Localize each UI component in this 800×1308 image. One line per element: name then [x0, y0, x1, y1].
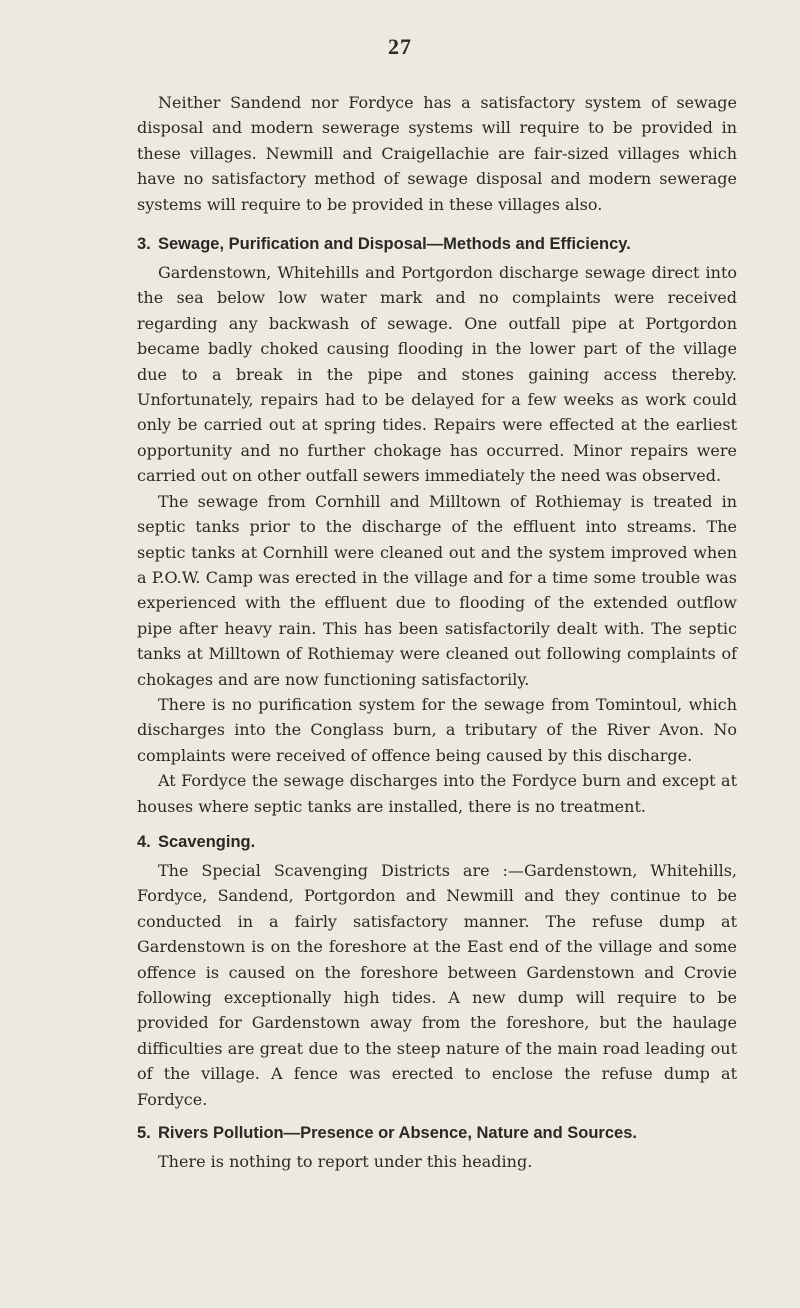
- section-number: 5.: [137, 1124, 151, 1143]
- page-number: 27: [388, 34, 412, 59]
- paragraph: Gardenstown, Whitehills and Portgordon discharge sewage direct into the sea below low water mark and no complaints were received regarding any backwash of sewage. One outfall pipe at Portgordon became badly choked causing flooding in the lower part of the village due to a break in the pipe and stones gaining access thereby. Unfortunately, repairs had to be delayed for a few weeks as work could only be carried out at spring tides. Repairs were effected at the earliest opportunity and no further chokage has occurred. Minor repairs were carried out on other outfall sewers immediately the need was observed.: [137, 263, 737, 486]
- paragraph: The sewage from Cornhill and Milltown of Rothiemay is treated in septic tanks prior to the discharge of the effluent into streams. The septic tanks at Cornhill were cleaned out and the system improved when a P.O.W. Camp was erected in the village and for a time some trouble was experienced with the effluent due to flooding of the extended outflow pipe after heavy rain. This has been satisfactorily dealt with. The septic tanks at Milltown of Rothiemay were cleaned out following complaints of chokages and are now functioning satisfactorily.: [137, 491, 737, 689]
- section-title: Scavenging.: [158, 832, 256, 851]
- section-scavenging: [137, 829, 737, 1112]
- page-body: [137, 90, 737, 1174]
- section-title: Sewage, Purification and Disposal—Methods and Efficiency.: [158, 235, 631, 254]
- section-number: 3.: [137, 235, 151, 254]
- section-title: Rivers Pollution—Presence or Absence, Nature and Sources.: [158, 1124, 637, 1143]
- paragraph: At Fordyce the sewage discharges into the Fordyce burn and except at houses where septic tanks are installed, there is no treatment.: [137, 771, 737, 816]
- section-heading: [137, 231, 737, 257]
- section-rivers-pollution: [137, 1120, 737, 1174]
- section-heading: [137, 1120, 737, 1146]
- section-heading: [137, 829, 737, 855]
- section-number: 4.: [137, 832, 151, 851]
- intro-paragraph: Neither Sandend nor Fordyce has a satisfactory system of sewage disposal and modern sewerage systems will require to be provided in these villages. Newmill and Craigellachie are fair-sized villages which have no satisfactory method of sewage disposal and modern sewerage systems will require to be provided in these villages also.: [137, 93, 737, 214]
- section-sewage-purification: [137, 231, 737, 819]
- paragraph: There is no purification system for the sewage from Tomintoul, which discharges into the Conglass burn, a tributary of the River Avon. No complaints were received of offence being caused by this discharge.: [137, 694, 737, 765]
- paragraph: The Special Scavenging Districts are :—Gardenstown, Whitehills, Fordyce, Sandend, Portgordon and Newmill and they continue to be conducted in a fairly satisfactory manner. The refuse dump at Gardenstown is on the foreshore at the East end of the village and some offence is caused on the foreshore between Gardenstown and Crovie following exceptionally high tides. A new dump will require to be provided for Gardenstown away from the foreshore, but the haulage difficulties are great due to the steep nature of the main road leading out of the village. A fence was erected to enclose the refuse dump at Fordyce.: [137, 860, 737, 1109]
- paragraph: There is nothing to report under this heading.: [158, 1152, 533, 1172]
